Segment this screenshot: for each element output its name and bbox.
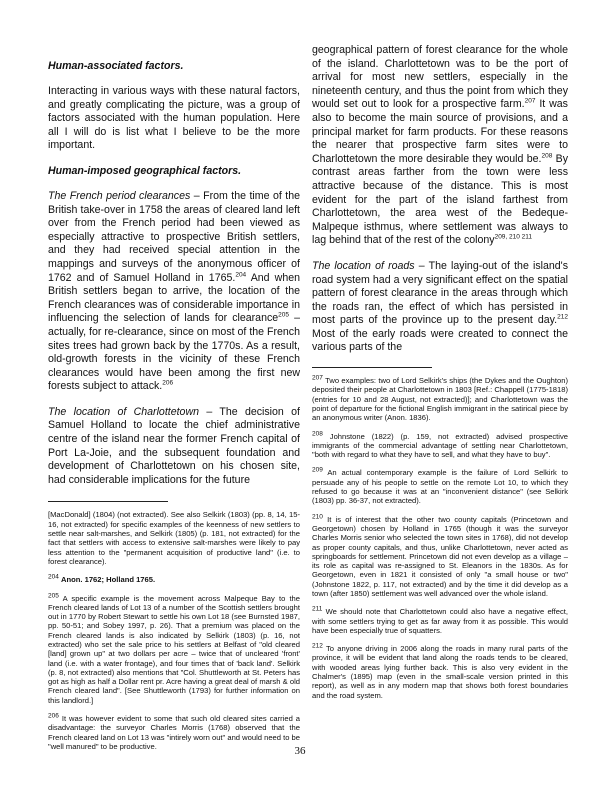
left-column <box>48 60 300 760</box>
footnote-ref-208: 208 <box>541 152 553 160</box>
footnote-209: $^{209}$ An actual contemporary example is the failure of Lord Selkirk to persuade any of his people to settle on the remote Lot 10, to which they refused to go because it was at an "inconvenient distance" (see Selkirk (1803) pp. 36-37, not extracted). <box>312 466 568 506</box>
paragraph-charlottetown: The location of Charlottetown – The decision of Samuel Holland to locate the chief administrative centre of the island near the former French capital of Port La-Joie, and the subsequent foundation and development of Charlottetown on his chosen site, had considerable implications for the future <box>48 405 300 486</box>
heading-human-imposed: Human-imposed geographical factors. <box>48 164 242 177</box>
paragraph-charlottetown-cont: geographical pattern of forest clearance for the whole of the island. Charlottetown was to be the port of arrival for most new settlers, especially in the nineteenth century, and thus the point from which they would set out to look for a prospective farm.$^{207}$ It was also to become the main source of provisions, and a principal market for farm products. For these reasons the nearer that prospective farm sites were to Charlottetown the more desirable they would be.$^{208}$ By contrast areas farther from the town were less attractive because of the distance. This is most evident for the part of the island farthest from Charlottetown, the area west of the Bedeque-Malpeque isthmus, where settlement was always to lag behind that of the rest of the colony$^{209, 210 211}$ <box>312 44 568 247</box>
footnote-ref-209-211: 209, 210 211 <box>494 233 533 241</box>
footnote-ref-206: 206 <box>162 379 174 387</box>
footnote-205: $^{205}$ A specific example is the movement across Malpeque Bay to the French cleared lands of Lot 13 of a number of the Scottish settlers brought out in 1770 by Robert Stewart to settle his own Lot 18 (see Burnsted 1987, pp. 50-51; and Sobey 1997, p. 26). That a premium was placed on the French cleared lands is also indicated by Selkirk (1803) (p. 16, not extracted) who set the sale price to his settlers at Belfast of "old cleared [land] grown up" at two dollars per acre – twice that of uncleared 'front' land (i.e. with a water frontage), and four times that of 'back land'. Selkirk (p. 8, not extracted) also mentions that "Col. Shuttleworth at St. Peters has got as high as half a Dollar rent pr. Acre having a great deal of marsh & old French cleared land". [See Shuttleworth (1793) for further information on this landlord.] <box>48 591 301 705</box>
footnote-ref-204: 204 <box>235 271 247 278</box>
subheading-roads: The location of roads <box>312 259 415 272</box>
footnote-rule-right <box>312 367 432 368</box>
left-footnotes <box>48 501 300 751</box>
paragraph-intro: Interacting in various ways with these natural factors, and greatly complicating the picture, was a group of factors associated with the human population. Here all I will do is list what I believe to be the more important. <box>48 85 300 152</box>
subheading-french-clearances: The French period clearances <box>48 189 191 202</box>
footnote-ref-207: 207 <box>524 97 536 105</box>
footnote-continued: [MacDonald] (1804) (not extracted). See also Selkirk (1803) (pp. 8, 14, 15-16, not extracted) for specific examples of the keenness of new settlers to settle near salt-marshes, and Selkirk (1805) (p. 181, not extracted) for the fact that settlers with access to extensive salt-marshes were likely to pay less attention to the "permanent acquisition of productive land" (i.e. to forest clearance). <box>48 510 300 566</box>
footnote-206: $^{206}$ It was however evident to some that such old cleared sites carried a disadvantage: the surveyor Charles Morris (1768) observed that the French cleared land on Lot 13 was "intirely worn out" and would need to be "well manured" to be productive. <box>48 712 300 751</box>
subheading-charlottetown: The location of Charlottetown <box>48 405 199 418</box>
paragraph-roads: The location of roads – The laying-out of the island's road system had a very significant effect on the spatial pattern of forest clearance in the areas through which the roads ran, the effect of which has persisted in most parts of the province up to the present day.$^{212}$ Most of the early roads were created to connect the various parts of the <box>312 259 569 354</box>
page-number: 36 <box>294 745 306 757</box>
footnote-rule <box>48 501 168 502</box>
footnote-204: $^{204}$ Anon. 1762; Holland 1765. <box>48 573 156 585</box>
heading-human-associated: Human-associated factors. <box>48 60 184 72</box>
paragraph-french-clearances: The French period clearances – From the time of the British take-over in 1758 the areas of cleared land left over from the French period had been viewed as especially attractive to prospective British settlers, and they had received special attention in the mappings and surveys of the anonymous officer of 1762 and of Samuel Holland in 1765.$^{204}$ And when British settlers began to arrive, the location of the French clearances was of considerable importance in influencing the selection of lands for clearance$^{205}$ – actually, for re-clearance, since on most of the French sites trees had grown back by the 1770s. As a result, old-growth forests in the vicinity of these French clearances would have been among the first new forests subject to attack.$^{206}$ <box>48 189 300 393</box>
footnote-ref-212: 212 <box>557 313 568 321</box>
footnote-210: $^{210}$ It is of interest that the other two county capitals (Princetown and Georgetown) chosen by Holland in 1765 (though it was the surveyor Charles Morris senior who selected the town sites in 1768), did not develop as proper county capitals, and thus, unlike Charlottetown, never acted as springboards for settlement. Princetown did not even develop as a village – its role as capital was re-assigned to St. Eleanors in the 1830s. As for Georgetown, even in 1821 it consisted of only "a small house or two" (Johnstone 1822, p. 117, not extracted) and by the time it did develop as a town (after 1850) settlement was well advanced over the whole island. <box>312 513 568 598</box>
footnote-212: $^{212}$ To anyone driving in 2006 along the roads in many rural parts of the province, it will be evident that land along the roads tends to be cleared, with wooded areas lying further back. This is also very evident in the Chalmer's (1895) map (even in the small-scale version printed in this report), as well as in any modern map that shows both forest boundaries and the road system. <box>312 642 568 700</box>
footnote-211: $^{211}$ We should note that Charlottetown could also have a negative effect, with some settlers trying to get as far away from it as possible. This would have been especially true of squatters. <box>312 605 568 635</box>
right-column <box>312 44 568 709</box>
footnote-207: $^{207}$ Two examples: two of Lord Selkirk's ships (the Dykes and the Oughton) deposited their people at Charlottetown in 1803 [Ref.: Chappell (1775-1818) (entries for 10 and 28 August, not extracted)]; and Charlottetown was the point of departure for the fictional English immigrant in the satirical piece by an anonymous writer (Anon. 1836). <box>312 374 568 423</box>
footnote-ref-205: 205 <box>278 311 290 319</box>
right-footnotes <box>312 367 568 700</box>
footnote-208: $^{208}$ Johnstone (1822) (p. 159, not extracted) advised prospective immigrants of the commercial advantage of settling near Charlottetown, "both with regard to what they have to sell, and what they have to buy". <box>312 430 568 460</box>
